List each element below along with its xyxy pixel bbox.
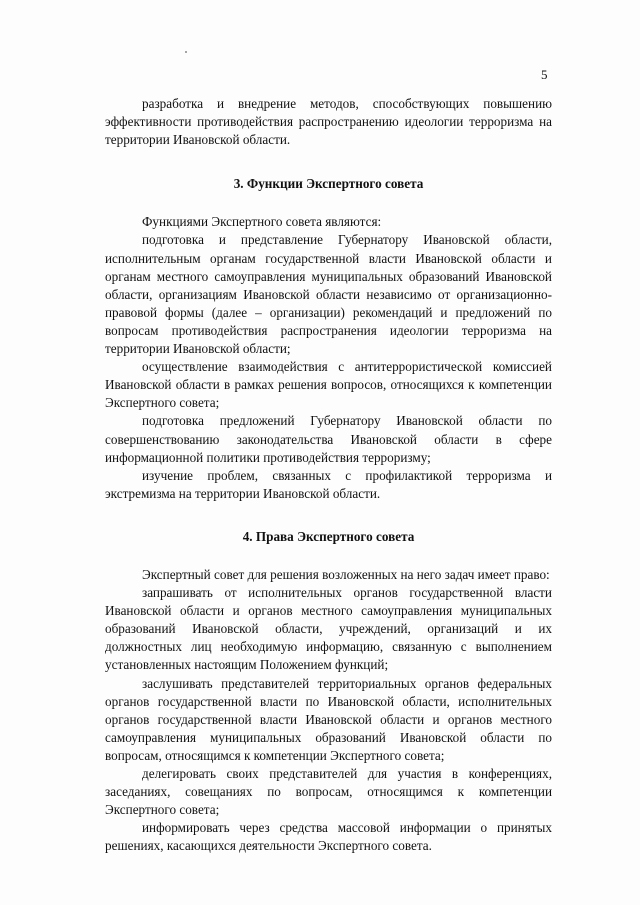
section-4-heading: 4. Права Экспертного совета [242, 528, 415, 544]
page-content [105, 95, 552, 855]
intro-paragraph: разработка и внедрение методов, способствующих повышению эффективности противодействия распространению идеологии терроризма на территории Ивановской области. [105, 96, 552, 148]
scan-speck [185, 51, 187, 53]
section-3-item: подготовка и представление Губернатору Ивановской области, исполнительным органам государственной власти Ивановской области и органам местного самоуправления муниципальных образований Ивановской области, организациям Ивановской области независимо от организационно-правовой формы (далее – организации) рекомендаций и предложений по вопросам противодействия распространения идеологии терроризма на территории Ивановской области; [105, 232, 552, 357]
section-4-item: заслушивать представителей территориальных органов федеральных органов государственной власти по Ивановской области, исполнительных органов государственной власти Ивановской области и органов местного самоуправления муниципальных образований Ивановской области по вопросам, относящимся к компетенции Экспертного совета; [105, 675, 552, 763]
page-number: 5 [541, 67, 548, 82]
section-4-item: делегировать своих представителей для участия в конференциях, заседаниях, совещаниях по вопросам, относящимся к компетенции Экспертного совета; [105, 766, 552, 818]
section-4-item: информировать через средства массовой информации о принятых решениях, касающихся деятельности Экспертного совета. [105, 820, 552, 854]
section-4-item: запрашивать от исполнительных органов государственной власти Ивановской области и органов местного самоуправления муниципальных образований Ивановской области, учреждений, организаций и их должностных лиц необходимую информацию, связанную с выполнением установленных настоящим Положением функций; [105, 585, 552, 673]
section-3-heading: 3. Функции Экспертного совета [233, 176, 424, 192]
section-4-lead: Экспертный совет для решения возложенных на него задач имеет право: [142, 566, 550, 582]
section-3-item: подготовка предложений Губернатору Ивановской области по совершенствованию законодательства Ивановской области в сфере информационной политики противодействия терроризму; [105, 413, 552, 465]
section-3-lead: Функциями Экспертного совета являются: [142, 214, 382, 230]
section-3-item: осуществление взаимодействия с антитеррористической комиссией Ивановской области в рамках решения вопросов, относящихся к компетенции Экспертного совета; [105, 359, 552, 411]
section-3-item: изучение проблем, связанных с профилактикой терроризма и экстремизма на территории Ивановской области. [105, 467, 552, 501]
